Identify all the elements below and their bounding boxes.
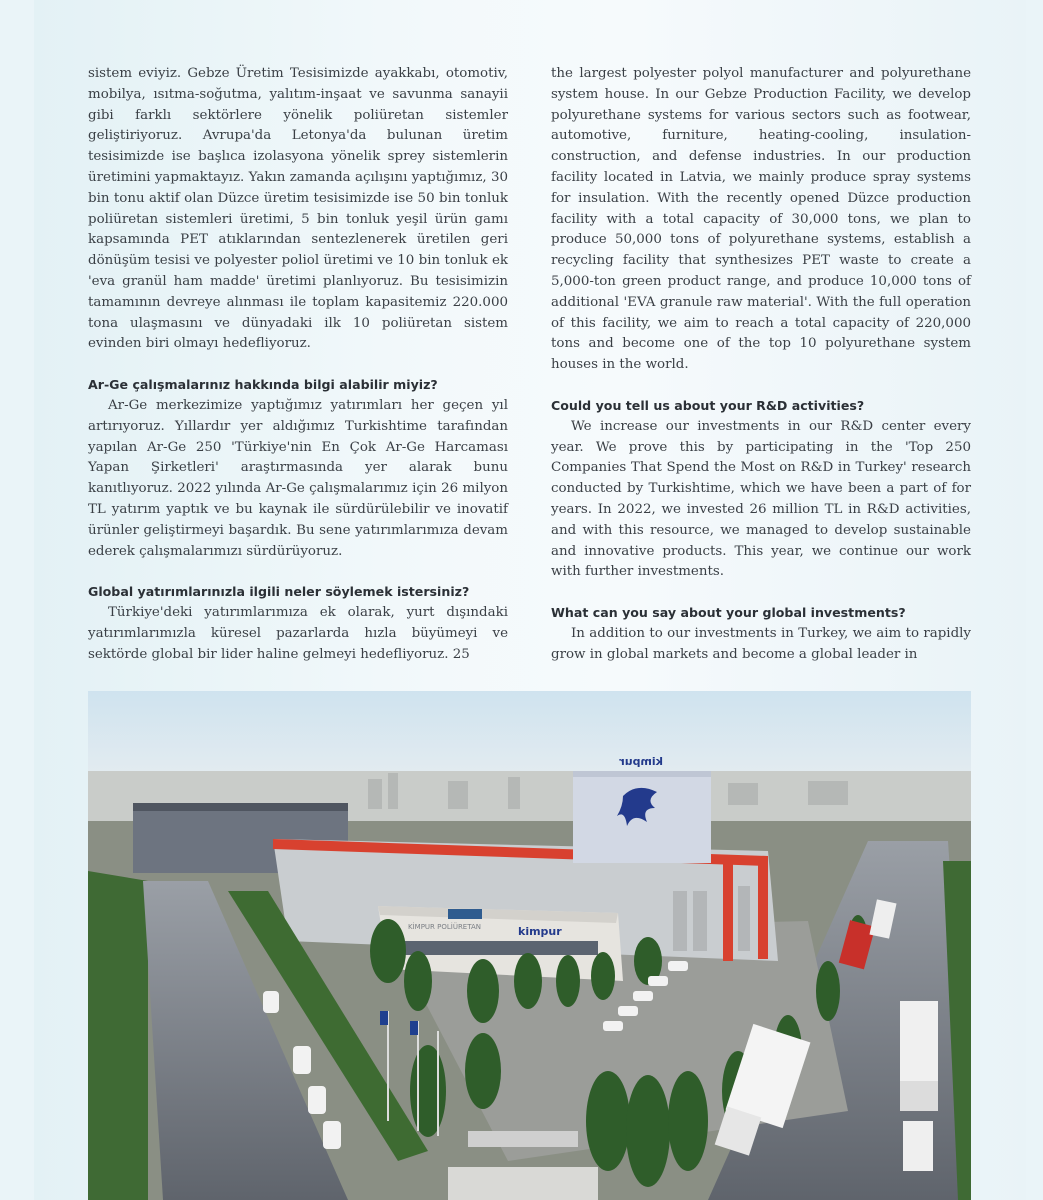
- left-rd-answer: Ar-Ge merkezimize yaptığımız yatırımları her geçen yıl artırıyoruz. Yıllardır yer aldığımız Turkishtime tarafından yapılan Ar-Ge 250 'Türkiye'nin En Çok Ar-Ge Harcaması Yapan Şirketleri' araştırmasında yer alarak bunu kanıtlıyoruz. 2022 yılında Ar-Ge çalışmalarımız için 26 milyon TL yatırım yaptık ve bu kaynak ile sürdürülebilir ve inovatif ürünler geliştirmeyi başardık. Bu sene yatırımlarımıza devam ederek çalışmalarımızı sürdürüyoruz.: [88, 397, 508, 559]
- right-text-column: [551, 64, 971, 666]
- factory-red-pillar-2: [758, 859, 768, 959]
- building-sign: kimpur: [518, 925, 562, 938]
- right-intro-paragraph: the largest polyester polyol manufacturer and polyurethane system house. In our Gebze Production Facility, we develop polyurethane systems for various sectors such as footwear, automotive, furniture, heating-cooling, insulation-construction, and defense industries. In our production facility located in Latvia, we mainly produce spray systems for insulation. With the recently opened Düzce production facility with a total capacity of 30,000 tons, we plan to produce 50,000 tons of polyurethane systems, establish a recycling facility that synthesizes PET waste to create a 5,000-ton green product range, and produce 10,000 tons of additional 'EVA granule raw material'. With the full operation of this facility, we aim to reach a total capacity of 220,000 tons and become one of the top 10 polyurethane system houses in the world.: [551, 66, 971, 373]
- building-lettering: KİMPUR POLİÜRETAN: [408, 923, 481, 931]
- factory-aerial-photo: [88, 691, 971, 1200]
- right-global-answer: In addition to our investments in Turkey, we aim to rapidly grow in global markets and become a global leader in: [551, 625, 971, 662]
- left-global-answer: Türkiye'deki yatırımlarımıza ek olarak, yurt dışındaki yatırımlarımızla küresel pazarlarda hızla büyümeyi ve sektörde global bir lider haline gelmeyi hedefliyoruz. 25: [88, 605, 508, 662]
- left-tree-line: [88, 871, 148, 1200]
- tower-sign: kimpur: [619, 755, 663, 768]
- right-rd-question: Could you tell us about your R&D activities?: [551, 397, 865, 413]
- left-rd-question: Ar-Ge çalışmalarınız hakkında bilgi alabilir miyiz?: [88, 377, 438, 393]
- factory-red-pillar: [723, 861, 733, 961]
- left-intro-paragraph: sistem eviyiz. Gebze Üretim Tesisimizde ayakkabı, otomotiv, mobilya, ısıtma-soğutma, yalıtım-inşaat ve savunma sanayii gibi farklı sektörlere yönelik poliüretan sistemler geliştiriyoruz. Avrupa'da Letonya'da bulunan üretim tesisimizde ise başlıca izolasyona yönelik sprey sistemlerin üretimini yapmaktayız. Yakın zamanda açılışını yaptığımız, 30 bin tonu aktif olan Düzce üretim tesisimizde ise 50 bin tonluk poliüretan sistemleri üretimi, 5 bin tonluk yeşil ürün gamı kapsamında PET atıklarından sentezlenerek üretilen geri dönüşüm tesisi ve polyester poliol üretimi ve 10 bin tonluk ek 'eva granül ham madde' üretimi planlıyoruz. Bu tesisimizin tamamının devreye alınması ile toplam kapasitemiz 220.000 tona ulaşmasını ve dünyadaki ilk 10 poliüretan sistem evinden biri olmayı hedefliyoruz.: [88, 66, 508, 352]
- truck-2: [900, 1001, 938, 1081]
- left-global-question: Global yatırımlarınızla ilgili neler söylemek istersiniz?: [88, 584, 470, 600]
- right-global-question: What can you say about your global investments?: [551, 605, 906, 621]
- left-text-column: [88, 64, 508, 666]
- right-rd-answer: We increase our investments in our R&D center every year. We prove this by participating in the 'Top 250 Companies That Spend the Most on R&D in Turkey' research conducted by Turkishtime, which we have been a part of for years. In 2022, we invested 26 million TL in R&D activities, and with this resource, we managed to develop sustainable and innovative products. This year, we continue our work with further investments.: [551, 418, 971, 580]
- gate: [468, 1131, 578, 1147]
